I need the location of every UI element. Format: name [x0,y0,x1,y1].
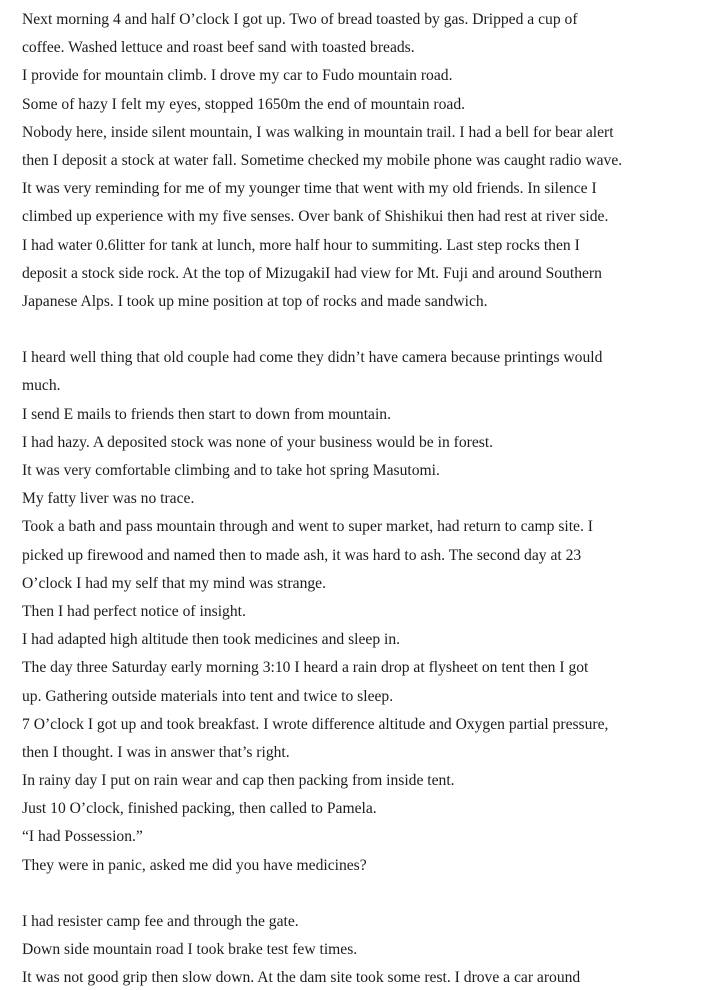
text-line: Just 10 O’clock, finished packing, then called to Pamela. [22,800,377,818]
text-line: I send E mails to friends then start to down from mountain. [22,405,391,423]
text-line: I provide for mountain climb. I drove my car to Fudo mountain road. [22,67,453,85]
text-line: Nobody here, inside silent mountain, I was walking in mountain trail. I had a bell for bear alert [22,123,614,141]
text-line: I had adapted high altitude then took medicines and sleep in. [22,631,401,649]
text-line: It was not good grip then slow down. At the dam site took some rest. I drove a car around [22,969,581,987]
text-line: Took a bath and pass mountain through and went to super market, had return to camp site. I [22,518,593,536]
text-line: O’clock I had my self that my mind was strange. [22,574,327,592]
text-line: I had hazy. A deposited stock was none of your business would be in forest. [22,433,494,451]
text-line: My fatty liver was no trace. [22,490,195,508]
text-line: Then I had perfect notice of insight. [22,602,246,620]
text-line: Some of hazy I felt my eyes, stopped 1650m the end of mountain road. [22,95,466,113]
text-line: It was very comfortable climbing and to take hot spring Masutomi. [22,462,440,479]
text-line: They were in panic, asked me did you have medicines? [22,856,367,874]
text-line: coffee. Washed lettuce and roast beef sand with toasted breads. [22,39,415,57]
text-line: Japanese Alps. I took up mine position at top of rocks and made sandwich. [22,292,488,310]
text-line: In rainy day I put on rain wear and cap then packing from inside tent. [22,772,455,790]
text-line: It was very reminding for me of my younger time that went with my old friends. In silence I [22,180,597,198]
text-line: picked up firewood and named then to made ash, it was hard to ash. The second day at 23 [22,546,582,564]
text-line: The day three Saturday early morning 3:10 I heard a rain drop at flysheet on tent then I got [22,659,589,677]
text-line: I heard well thing that old couple had come they didn’t have camera because printings would [22,349,603,367]
text-line: then I deposit a stock at water fall. Sometime checked my mobile phone was caught radio wave. [22,151,623,169]
text-line: I had resister camp fee and through the gate. [22,913,299,930]
text-line: much. [22,377,61,395]
text-line: deposit a stock side rock. At the top of MizugakiI had view for Mt. Fuji and around Southern [22,264,602,282]
text-line: Down side mountain road I took brake test few times. [22,941,358,959]
text-line: then I thought. I was in answer that’s right. [22,743,290,761]
document-body [22,6,710,990]
text-line: I had water 0.6litter for tank at lunch, more half hour to summiting. Last step rocks then I [22,236,580,254]
paragraph-break [22,316,710,344]
text-line: climbed up experience with my five senses. Over bank of Shishikui then had rest at river side. [22,208,609,226]
text-line: up. Gathering outside materials into tent and twice to sleep. [22,687,394,705]
paragraph-break [22,880,710,908]
text-line: 7 O’clock I got up and took breakfast. I wrote difference altitude and Oxygen partial pressure, [22,715,609,733]
text-line: Next morning 4 and half O’clock I got up. Two of bread toasted by gas. Dripped a cup of [22,11,578,28]
text-line: “I had Possession.” [22,828,143,846]
